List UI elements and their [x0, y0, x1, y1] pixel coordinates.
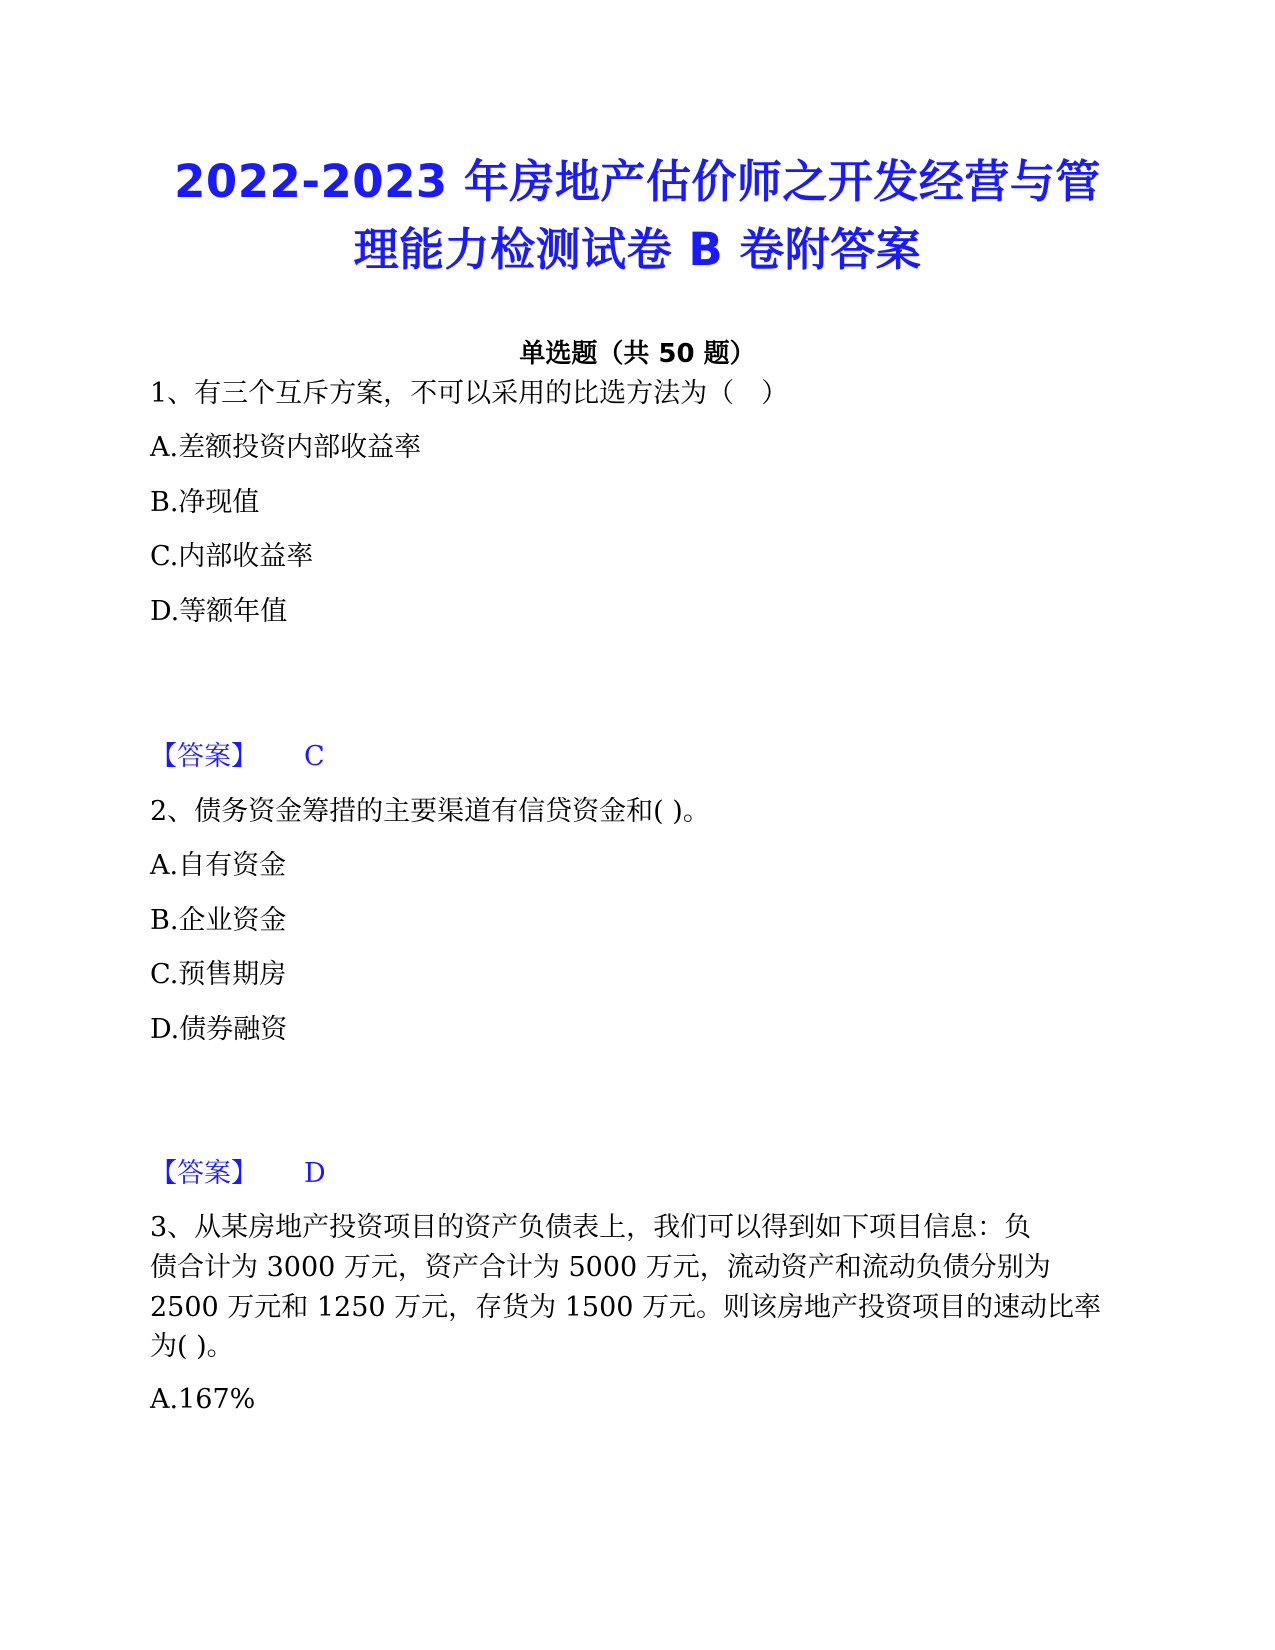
question-2-answer	[150, 1156, 326, 1192]
answer-label: 【答案】	[150, 1158, 258, 1189]
title-line-1: 2022-2023 年房地产估价师之开发经营与管	[174, 155, 1101, 208]
question-1-stem: 1、有三个互斥方案，不可以采用的比选方法为（ ）	[150, 378, 789, 409]
question-2-stem: 2、债务资金筹措的主要渠道有信贷资金和( )。	[150, 796, 710, 827]
answer-label: 【答案】	[150, 741, 258, 772]
question-3-stem-line-2: 债合计为 3000 万元，资产合计为 5000 万元，流动资产和流动负债分别为	[150, 1252, 1051, 1283]
question-1-answer	[150, 739, 325, 775]
question-3-stem-line-1: 3、从某房地产投资项目的资产负债表上，我们可以得到如下项目信息：负	[150, 1212, 1032, 1243]
question-1-option-c: C.内部收益率	[150, 541, 314, 572]
question-3-option-a: A.167%	[150, 1384, 256, 1415]
question-1-option-b: B.净现值	[150, 487, 260, 518]
question-3-stem-line-3: 2500 万元和 1250 万元，存货为 1500 万元。则该房地产投资项目的速动比率	[150, 1292, 1102, 1323]
question-3-stem-line-4: 为( )。	[150, 1331, 234, 1362]
answer-value: D	[304, 1158, 326, 1189]
section-heading: 单选题（共 50 题）	[519, 339, 756, 369]
question-1-option-a: A.差额投资内部收益率	[150, 432, 422, 463]
question-2-option-b: B.企业资金	[150, 905, 287, 936]
question-2-option-a: A.自有资金	[150, 850, 287, 881]
question-2-option-d: D.债券融资	[150, 1014, 288, 1045]
question-2-option-c: C.预售期房	[150, 959, 287, 990]
title-line-2: 理能力检测试卷 B 卷附答案	[353, 223, 922, 276]
document-title	[120, 148, 1155, 284]
answer-value: C	[304, 741, 325, 772]
question-1-option-d: D.等额年值	[150, 596, 288, 627]
